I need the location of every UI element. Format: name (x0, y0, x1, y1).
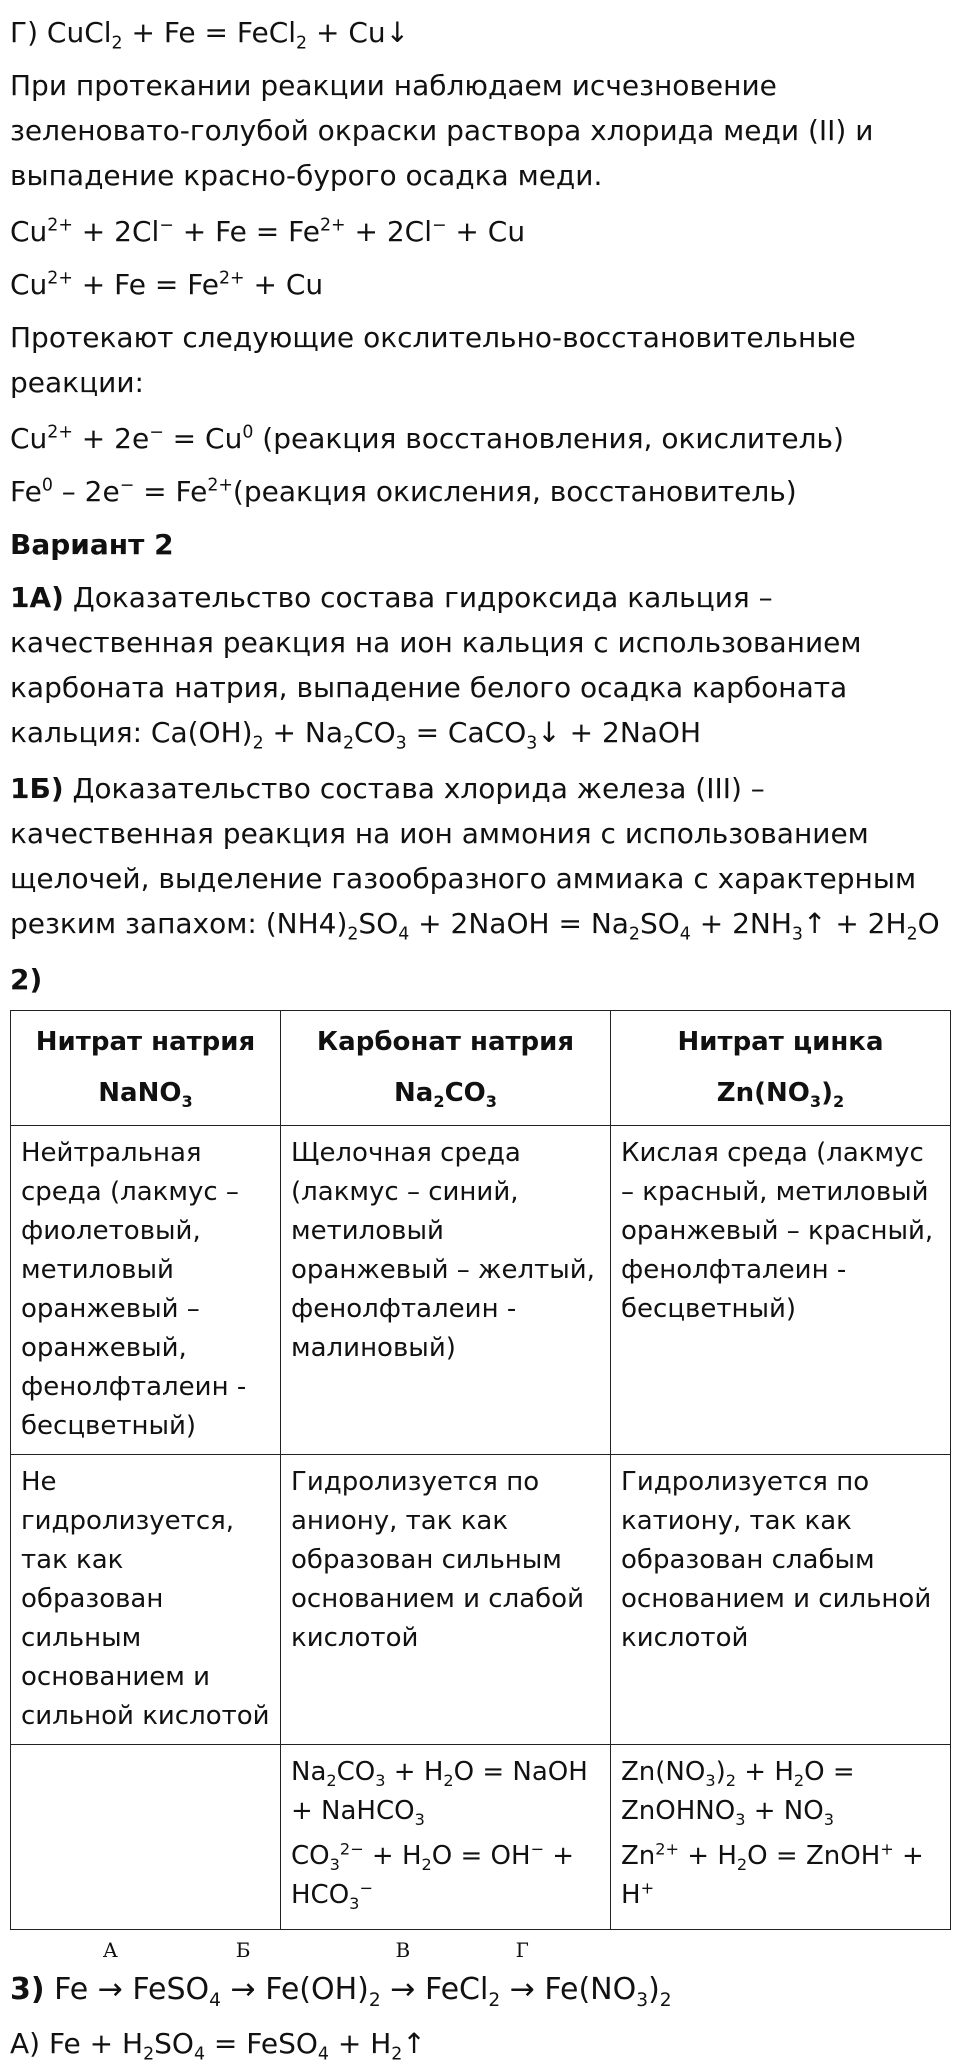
arrow-label-v: В (395, 1938, 411, 1962)
answer-2-label: 2) (10, 963, 43, 996)
cell-hydrolysis-nano3: Не гидролизуется, так как образован сильным основанием и сильной кислотой (11, 1455, 281, 1745)
cell-medium-znno32: Кислая среда (лакмус – красный, метиловый оранжевый – красный, фенолфталеин - бесцветный) (611, 1126, 951, 1455)
table-row-hydrolysis (11, 1455, 951, 1745)
cell-hydrolysis-na2co3: Гидролизуется по аниону, так как образован сильным основанием и слабой кислотой (281, 1455, 611, 1745)
cell-hydrolysis-znno32: Гидролизуется по катиону, так как образован слабым основанием и сильной кислотой (611, 1455, 951, 1745)
answer-1b-label: 1Б) (10, 772, 64, 805)
answer-3-label: 3) (10, 1972, 45, 2007)
table-row-medium (11, 1126, 951, 1455)
ionic-equation-full: $Cu^{2+} + 2Cl^- + Fe = Fe^{2+} + 2Cl^- + Cu$ (10, 215, 526, 248)
header-sodium-carbonate: Карбонат натрия $Na_2CO_3$ (281, 1011, 611, 1126)
cell-medium-na2co3: Щелочная среда (лакмус – синий, метиловый оранжевый – желтый, фенолфталеин - малиновый) (281, 1126, 611, 1455)
redox-intro: Протекают следующие окслительно-восстановительные реакции: (10, 321, 856, 399)
answer-1b: 1Б) Доказательство состава хлорида железа (III) – качественная реакция на ион аммония с использованием щелочей, выделение газообразного аммиака с характерным резким запахом: $(NH4)_2SO_4$ + 2NaOH = $Na_2SO_4$ + $2NH_3↑ + 2H_2O$ (10, 772, 940, 945)
arrow-label-a: А (102, 1938, 118, 1962)
equation-g: Г) CuCl$_2$ + Fe = FeCl$_2$ + Cu↓ (10, 16, 410, 54)
table-header-row (11, 1011, 951, 1126)
observation-text: При протекании реакции наблюдаем исчезновение зеленовато-голубой окраски раствора хлорида меди (II) и выпадение красно-бурого осадка меди. (10, 69, 874, 192)
cell-equation-znno32: $Zn(NO_3)_2 + H_2O$ = ZnOHNO$_3$ + $NO_3$ $Zn^{2+} + H_2O$ = ZnOH+ + H+ (611, 1745, 951, 1930)
arrow-label-b: Б (235, 1938, 251, 1962)
oxidation-half-reaction: $Fe^0 - 2e^- = Fe^{2+}(реакция$ окисления, восстановитель) (10, 475, 797, 508)
answer-1a: 1А) Доказательство состава гидроксида кальция – качественная реакция на ион кальция с использованием карбоната натрия, выпадение белого осадка карбоната кальция: $Ca(OH)_2 + Na_2CO_3$ = CaCO$_3$↓ + 2NaOH (10, 581, 862, 754)
variant-title: Вариант 2 (10, 528, 174, 561)
ionic-equation-short: $Cu^{2+} + Fe = Fe^{2+} + Cu$ (10, 268, 324, 301)
cell-equation-nano3 (11, 1745, 281, 1930)
header-sodium-nitrate: Нитрат натрия NaNO$_3$ (11, 1011, 281, 1126)
cell-equation-na2co3: $Na_2CO_3 + H_2O$ = NaOH + NaHCO$_3$ $CO_3^{2-} + H_2O = OH^- + HCO_3^-$ (281, 1745, 611, 1930)
reduction-half-reaction: $Cu^{2+} + 2e^- = Cu^0$ (реакция восстановления, окислитель) (10, 422, 844, 455)
table-row-equations (11, 1745, 951, 1930)
cell-medium-nano3: Нейтральная среда (лакмус – фиолетовый, метиловый оранжевый – оранжевый, фенолфталеин - бесцветный) (11, 1126, 281, 1455)
arrow-label-g: Г (515, 1938, 529, 1962)
salts-table (10, 1010, 951, 1930)
transformation-chain: 3) Fe А → FeSO$_4$ Б → $Fe(OH)_2$ В → FeCl$_2$ Г → $Fe(NO_3)_2$ (10, 1938, 672, 2011)
answer-1a-label: 1А) (10, 581, 64, 614)
header-zinc-nitrate: Нитрат цинка $Zn(NO_3)_2$ (611, 1011, 951, 1126)
answer-3a: А) $Fe + H_2SO_4$ = FeSO$_4$ + $H_2↑$ (10, 2027, 426, 2065)
